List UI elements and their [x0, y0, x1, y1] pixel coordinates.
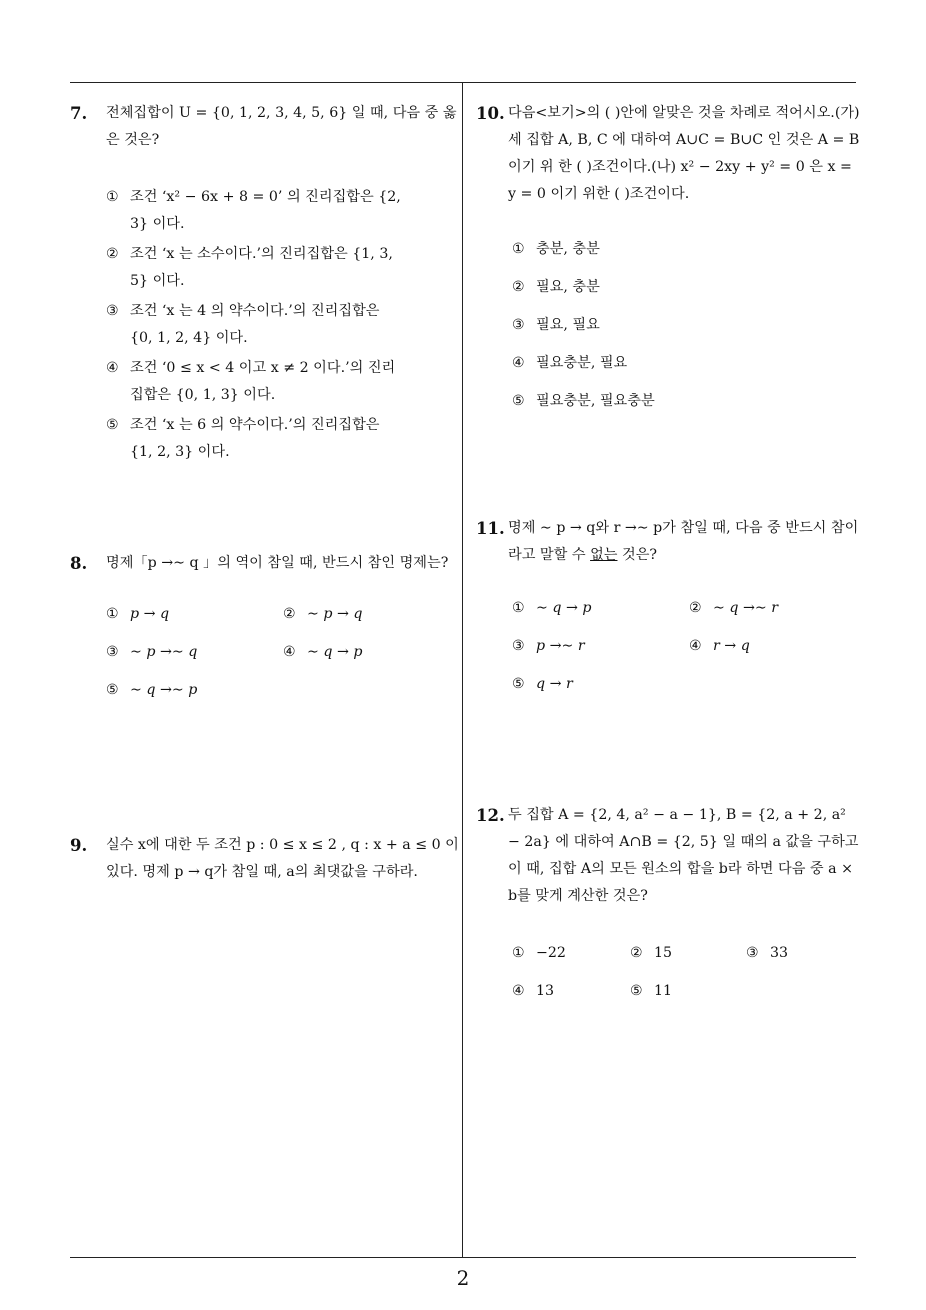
underlined-word: 없는 — [590, 547, 618, 563]
option-text: 13 — [536, 983, 555, 999]
question-stem: 다음<보기>의 ( )안에 알맞은 것을 차례로 적어시오.(가) 세 집합 A, B, C 에 대하여 A∪C = B∪C 인 것은 A = B 이기 위 한 ( )조건이다.(나) x² − 2xy + y² = 0 은 x = y = 0 이기 위한 ( )조건이다. — [508, 105, 860, 202]
question-11 — [476, 515, 860, 709]
option-text: −22 — [536, 945, 566, 961]
option-text: 필요충분, 필요충분 — [536, 393, 655, 409]
option-2[interactable] — [106, 241, 406, 295]
answer-options — [512, 236, 860, 426]
option-mark: ⑤ — [630, 983, 643, 999]
option-text: 33 — [770, 945, 789, 961]
option-text: 필요, 충분 — [536, 279, 600, 295]
question-number: 7. — [70, 104, 88, 123]
bottom-rule — [70, 1257, 856, 1258]
option-text: 조건 ‘x 는 4 의 약수이다.’의 진리집합은 {0, 1, 2, 4} 이다. — [130, 303, 380, 346]
option-mark: ③ — [106, 303, 119, 319]
question-7 — [70, 100, 460, 469]
option-1[interactable] — [106, 601, 169, 628]
option-1[interactable] — [512, 236, 600, 263]
option-mark: ② — [689, 600, 702, 616]
option-5[interactable] — [512, 671, 573, 698]
option-mark: ① — [106, 606, 119, 622]
option-mark: ① — [512, 600, 525, 616]
question-stem — [508, 515, 860, 569]
option-3[interactable] — [746, 940, 788, 967]
option-3[interactable] — [106, 298, 406, 352]
option-mark: ② — [630, 945, 643, 961]
column-divider — [462, 82, 463, 1258]
question-stem-part: 것은? — [617, 547, 658, 563]
option-text: 충분, 충분 — [536, 241, 600, 257]
option-5[interactable] — [512, 388, 655, 415]
option-text: ∼ p → q — [307, 606, 363, 622]
option-mark: ⑤ — [512, 393, 525, 409]
option-5[interactable] — [106, 677, 197, 704]
option-mark: ④ — [512, 983, 525, 999]
question-stem: 명제「p →∼ q 」의 역이 참일 때, 반드시 참인 명제는? — [106, 555, 449, 571]
question-stem: 두 집합 A = {2, 4, a² − a − 1}, B = {2, a + 2, a² − 2a} 에 대하여 A∩B = {2, 5} 일 때의 a 값을 구하고 이 때, 집합 A의 모든 원소의 합을 b라 하면 다음 중 a × b를 맞게 계산한 것은? — [508, 807, 859, 904]
option-2[interactable] — [630, 940, 672, 967]
option-text: 필요충분, 필요 — [536, 355, 628, 371]
option-2[interactable] — [689, 595, 778, 622]
option-4[interactable] — [106, 355, 406, 409]
option-4[interactable] — [689, 633, 750, 660]
question-10 — [476, 100, 860, 426]
option-mark: ④ — [106, 360, 119, 376]
question-stem-part: 명제 ∼ p → q와 r →∼ p가 참일 때, 다음 중 반드시 참이라고 말할 수 — [508, 520, 859, 563]
option-4[interactable] — [283, 639, 362, 666]
option-text: p →∼ r — [536, 638, 585, 654]
option-mark: ② — [512, 279, 525, 295]
option-mark: ⑤ — [512, 676, 525, 692]
option-5[interactable] — [106, 412, 406, 466]
question-number: 10. — [476, 104, 505, 123]
option-text: p → q — [130, 606, 170, 622]
option-text: ∼ q →∼ p — [130, 682, 198, 698]
option-1[interactable] — [106, 184, 406, 238]
option-text: ∼ q → p — [307, 644, 363, 660]
option-text: 필요, 필요 — [536, 317, 600, 333]
option-2[interactable] — [512, 274, 600, 301]
question-number: 8. — [70, 554, 88, 573]
option-mark: ④ — [283, 644, 296, 660]
question-12 — [476, 802, 860, 1016]
question-number: 11. — [476, 519, 505, 538]
option-3[interactable] — [512, 633, 585, 660]
option-text: 조건 ‘0 ≤ x < 4 이고 x ≠ 2 이다.’의 진리집합은 {0, 1, 3} 이다. — [130, 360, 396, 403]
option-text: q → r — [536, 676, 573, 692]
option-mark: ① — [512, 241, 525, 257]
page-number: 2 — [456, 1266, 470, 1290]
option-mark: ④ — [689, 638, 702, 654]
option-text: 조건 ‘x² − 6x + 8 = 0’ 의 진리집합은 {2, 3} 이다. — [130, 189, 401, 232]
option-1[interactable] — [512, 940, 566, 967]
answer-options — [106, 184, 406, 466]
question-stem: 전체집합이 U = {0, 1, 2, 3, 4, 5, 6} 일 때, 다음 중 옳은 것은? — [106, 105, 457, 148]
option-mark: ⑤ — [106, 682, 119, 698]
option-4[interactable] — [512, 978, 554, 1005]
option-2[interactable] — [283, 601, 362, 628]
option-5[interactable] — [630, 978, 672, 1005]
option-mark: ③ — [512, 638, 525, 654]
option-3[interactable] — [106, 639, 197, 666]
option-mark: ⑤ — [106, 417, 119, 433]
option-mark: ① — [106, 189, 119, 205]
question-number: 12. — [476, 806, 505, 825]
option-3[interactable] — [512, 312, 600, 339]
option-4[interactable] — [512, 350, 627, 377]
answer-options — [512, 595, 852, 709]
option-mark: ④ — [512, 355, 525, 371]
option-text: ∼ p →∼ q — [130, 644, 198, 660]
option-mark: ② — [283, 606, 296, 622]
option-text: r → q — [713, 638, 750, 654]
question-number: 9. — [70, 836, 88, 855]
option-text: ∼ q → p — [536, 600, 592, 616]
option-1[interactable] — [512, 595, 591, 622]
option-mark: ③ — [106, 644, 119, 660]
option-text: ∼ q →∼ r — [713, 600, 779, 616]
option-mark: ① — [512, 945, 525, 961]
question-8 — [70, 550, 460, 715]
option-text: 조건 ‘x 는 6 의 약수이다.’의 진리집합은 {1, 2, 3} 이다. — [130, 417, 380, 460]
question-stem: 실수 x에 대한 두 조건 p : 0 ≤ x ≤ 2 , q : x + a ≤ 0 이 있다. 명제 p → q가 참일 때, a의 최댓값을 구하라. — [106, 837, 459, 880]
answer-options — [512, 940, 852, 1016]
option-text: 11 — [654, 983, 673, 999]
option-text: 조건 ‘x 는 소수이다.’의 진리집합은 {1, 3, 5} 이다. — [130, 246, 393, 289]
option-mark: ② — [106, 246, 119, 262]
option-mark: ③ — [512, 317, 525, 333]
option-mark: ③ — [746, 945, 759, 961]
top-rule — [70, 82, 856, 83]
option-text: 15 — [654, 945, 673, 961]
question-9 — [70, 832, 460, 886]
answer-options — [106, 601, 460, 715]
